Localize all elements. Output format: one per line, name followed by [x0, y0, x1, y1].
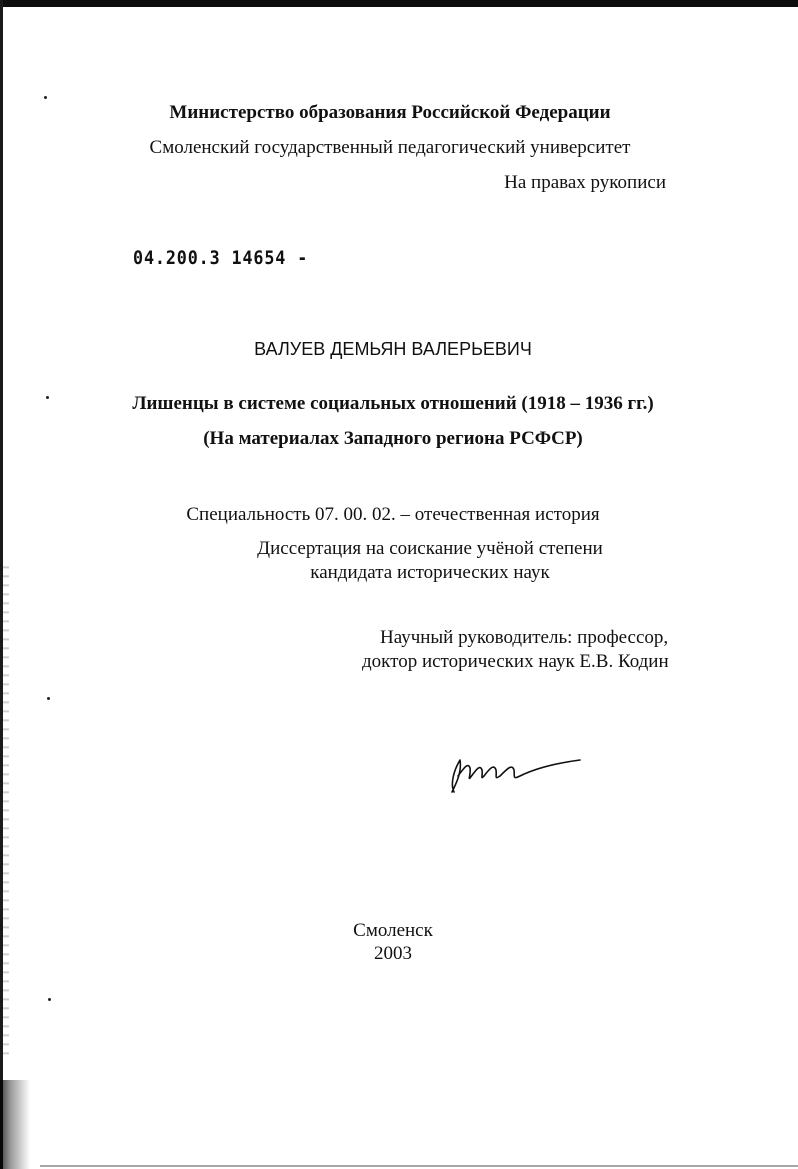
- year: 2003: [374, 943, 412, 964]
- specialty-line: Специальность 07. 00. 02. – отечественная история: [186, 504, 600, 525]
- advisor-line-1: Научный руководитель: профессор,: [380, 627, 669, 648]
- university-name: Смоленский государственный педагогический университет: [149, 137, 631, 158]
- scan-corner-shadow: [0, 1080, 30, 1169]
- margin-dot: [47, 697, 50, 700]
- degree-line-2: кандидата исторических наук: [310, 562, 550, 583]
- thesis-title-line-1: Лишенцы в системе социальных отношений (1918 – 1936 гг.): [132, 393, 654, 414]
- scan-top-border: [0, 0, 798, 7]
- ministry-heading: Министерство образования Российской Федерации: [169, 102, 611, 123]
- margin-dot: [44, 96, 47, 99]
- author-name: ВАЛУЕВ ДЕМЬЯН ВАЛЕРЬЕВИЧ: [254, 339, 532, 359]
- signature-icon: [440, 748, 590, 798]
- advisor-line-2: доктор исторических наук Е.В. Кодин: [362, 651, 669, 672]
- scan-binding-speckle: [3, 560, 9, 1060]
- degree-line-1: Диссертация на соискание учёной степени: [257, 538, 603, 559]
- registry-number: 04.200.3 14654 -: [133, 247, 309, 269]
- scan-bottom-edge: [40, 1165, 798, 1167]
- city: Смоленск: [353, 920, 433, 941]
- margin-dot: [48, 998, 51, 1001]
- manuscript-rights-note: На правах рукописи: [504, 172, 666, 193]
- thesis-title-line-2: (На материалах Западного региона РСФСР): [203, 428, 583, 449]
